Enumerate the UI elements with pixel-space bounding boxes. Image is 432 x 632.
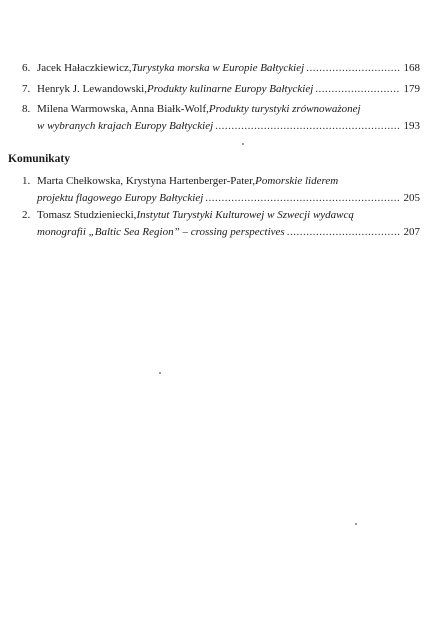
leader-dots <box>306 61 400 75</box>
leader-dots <box>215 119 400 133</box>
toc-line <box>22 102 420 116</box>
entry-authors: Jacek Hałaczkiewicz, <box>37 62 132 74</box>
toc-line <box>22 82 420 96</box>
entry-authors: Milena Warmowska, Anna Białk-Wolf, <box>37 103 209 115</box>
entry-page-number: 168 <box>403 62 420 74</box>
toc-entry <box>22 208 420 239</box>
toc-entry <box>22 82 420 96</box>
toc-line <box>22 119 420 133</box>
toc-line <box>22 208 420 222</box>
leader-dots <box>315 82 400 96</box>
leader-dots <box>205 191 400 205</box>
entry-number: 8. <box>22 103 31 115</box>
section-heading: Komunikaty <box>8 153 70 165</box>
entry-number: 6. <box>22 62 31 74</box>
scan-speck <box>355 523 357 525</box>
entry-title-continued: w wybranych krajach Europy Bałtyckiej <box>37 120 214 132</box>
toc-line <box>22 225 420 239</box>
entry-title: Produkty turystyki zrównoważonej <box>208 103 361 115</box>
leader-dots <box>287 225 400 239</box>
entry-authors: Marta Chełkowska, Krystyna Hartenberger-Pater, <box>37 175 256 187</box>
entry-authors: Henryk J. Lewandowski, <box>37 83 147 95</box>
entry-title: Pomorskie liderem <box>255 175 339 187</box>
toc-line <box>22 191 420 205</box>
entry-authors: Tomasz Studzieniecki, <box>37 209 137 221</box>
scan-speck <box>242 143 244 145</box>
toc-entry <box>22 61 420 75</box>
entry-page-number: 179 <box>403 83 420 95</box>
entry-title-continued: monografii „Baltic Sea Region” – crossing perspectives <box>37 226 285 238</box>
toc-entry <box>22 174 420 205</box>
entry-number: 1. <box>22 175 31 187</box>
entry-number: 7. <box>22 83 31 95</box>
toc-line <box>22 174 420 188</box>
entry-page-number: 193 <box>403 120 420 132</box>
toc-entry <box>22 102 420 133</box>
entry-title-continued: projektu flagowego Europy Bałtyckiej <box>37 192 204 204</box>
entry-number: 2. <box>22 209 31 221</box>
entry-title: Produkty kulinarne Europy Bałtyckiej <box>146 83 314 95</box>
scan-speck <box>159 372 161 374</box>
entry-page-number: 205 <box>403 192 420 204</box>
entry-title: Instytut Turystyki Kulturowej w Szwecji wydawcą <box>136 209 354 221</box>
entry-title: Turystyka morska w Europie Bałtyckiej <box>131 62 305 74</box>
toc-line <box>22 61 420 75</box>
entry-page-number: 207 <box>403 226 420 238</box>
